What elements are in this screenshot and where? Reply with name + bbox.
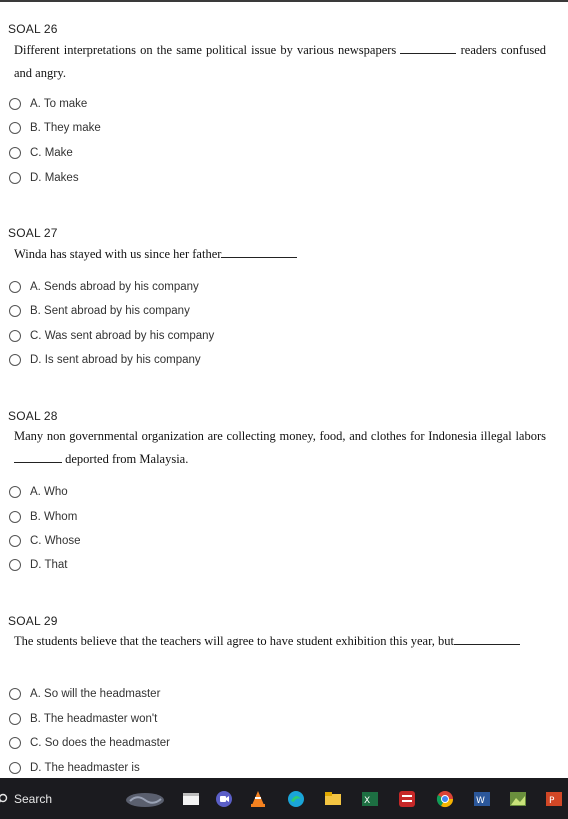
option-label: B. Whom bbox=[30, 511, 78, 523]
option-c[interactable] bbox=[9, 734, 170, 752]
radio-button[interactable] bbox=[9, 147, 21, 159]
radio-button[interactable] bbox=[9, 486, 21, 498]
word-icon[interactable] bbox=[473, 790, 491, 808]
taskbar bbox=[0, 778, 568, 819]
answer-blank bbox=[221, 246, 297, 258]
option-label: C. Make bbox=[30, 147, 73, 159]
option-label: A. Sends abroad by his company bbox=[30, 281, 199, 293]
option-c[interactable] bbox=[9, 532, 81, 550]
option-a[interactable] bbox=[9, 685, 160, 703]
radio-button[interactable] bbox=[9, 559, 21, 571]
option-d[interactable] bbox=[9, 556, 68, 574]
option-d[interactable] bbox=[9, 351, 201, 369]
radio-button[interactable] bbox=[9, 172, 21, 184]
camera-icon[interactable] bbox=[215, 790, 233, 808]
radio-button[interactable] bbox=[9, 330, 21, 342]
edge-icon[interactable] bbox=[287, 790, 305, 808]
radio-button[interactable] bbox=[9, 511, 21, 523]
radio-button[interactable] bbox=[9, 122, 21, 134]
radio-button[interactable] bbox=[9, 737, 21, 749]
radio-button[interactable] bbox=[9, 305, 21, 317]
question-text bbox=[14, 243, 546, 266]
option-label: D. The headmaster is bbox=[30, 762, 140, 774]
question-number: SOAL 27 bbox=[8, 226, 58, 240]
option-b[interactable] bbox=[9, 119, 101, 137]
radio-button[interactable] bbox=[9, 354, 21, 366]
question-text-part: readers confused and angry. bbox=[14, 43, 546, 80]
svg-text:W: W bbox=[476, 796, 485, 806]
option-label: A. To make bbox=[30, 98, 88, 110]
radio-button[interactable] bbox=[9, 688, 21, 700]
file-explorer-icon[interactable] bbox=[182, 790, 200, 808]
question-number: SOAL 26 bbox=[8, 22, 58, 36]
chrome-icon[interactable] bbox=[436, 790, 454, 808]
radio-button[interactable] bbox=[9, 713, 21, 725]
option-a[interactable] bbox=[9, 95, 87, 113]
option-label: D. Makes bbox=[30, 172, 79, 184]
radio-button[interactable] bbox=[9, 535, 21, 547]
question-text-part: Many non governmental organization are collecting money, food, and clothes for Indonesia illegal labors bbox=[14, 429, 546, 443]
question-number: SOAL 28 bbox=[8, 409, 58, 423]
answer-blank bbox=[400, 42, 456, 54]
option-label: B. The headmaster won't bbox=[30, 713, 158, 725]
svg-text:X: X bbox=[364, 796, 371, 806]
option-a[interactable] bbox=[9, 483, 68, 501]
option-c[interactable] bbox=[9, 144, 73, 162]
option-label: C. So does the headmaster bbox=[30, 737, 170, 749]
question-number: SOAL 29 bbox=[8, 614, 58, 628]
option-label: C. Whose bbox=[30, 535, 81, 547]
option-label: B. Sent abroad by his company bbox=[30, 305, 190, 317]
option-b[interactable] bbox=[9, 508, 77, 526]
radio-button[interactable] bbox=[9, 762, 21, 774]
option-d[interactable] bbox=[9, 759, 140, 777]
question-text-part: The students believe that the teachers will agree to have student exhibition this year, but bbox=[14, 634, 454, 648]
option-label: A. So will the headmaster bbox=[30, 688, 161, 700]
option-label: D. Is sent abroad by his company bbox=[30, 354, 201, 366]
top-border bbox=[0, 0, 568, 2]
dev-cpp-icon[interactable] bbox=[398, 790, 416, 808]
answer-blank bbox=[14, 451, 62, 463]
question-text bbox=[14, 425, 546, 471]
option-a[interactable] bbox=[9, 278, 199, 296]
option-b[interactable] bbox=[9, 710, 157, 728]
option-b[interactable] bbox=[9, 302, 190, 320]
widget-icon[interactable] bbox=[124, 791, 166, 809]
answer-blank bbox=[454, 633, 520, 645]
radio-button[interactable] bbox=[9, 281, 21, 293]
question-text bbox=[14, 39, 546, 85]
folder-icon[interactable] bbox=[324, 790, 342, 808]
option-c[interactable] bbox=[9, 327, 214, 345]
taskbar-search[interactable] bbox=[0, 778, 120, 819]
question-text-part: Different interpretations on the same political issue by various newspapers bbox=[14, 43, 401, 57]
option-label: C. Was sent abroad by his company bbox=[30, 330, 215, 342]
search-label: Search bbox=[14, 791, 53, 806]
question-text-part: Winda has stayed with us since her father bbox=[14, 247, 222, 261]
option-label: B. They make bbox=[30, 122, 101, 134]
photo-icon[interactable] bbox=[509, 790, 527, 808]
excel-icon[interactable] bbox=[361, 790, 379, 808]
svg-text:P: P bbox=[549, 796, 555, 806]
option-label: D. That bbox=[30, 559, 68, 571]
option-label: A. Who bbox=[30, 486, 68, 498]
option-d[interactable] bbox=[9, 169, 79, 187]
powerpoint-icon[interactable] bbox=[545, 790, 563, 808]
question-text-part: deported from Malaysia. bbox=[62, 452, 189, 466]
vlc-icon[interactable] bbox=[249, 790, 267, 808]
search-icon bbox=[0, 793, 8, 805]
radio-button[interactable] bbox=[9, 98, 21, 110]
question-text bbox=[14, 630, 546, 653]
